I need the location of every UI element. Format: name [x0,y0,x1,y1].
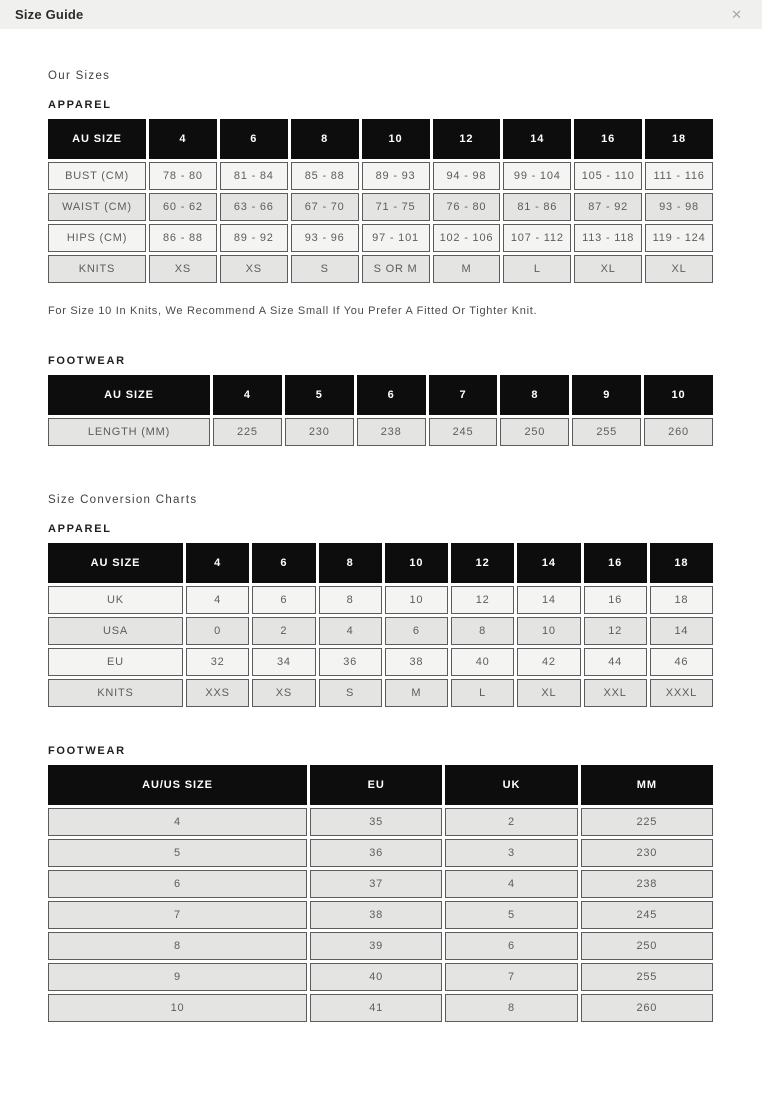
table-cell: 4 [319,617,382,645]
table-header-cell: 6 [357,375,426,415]
table-cell: 93 - 96 [291,224,359,252]
table-cell: HIPS (CM) [48,224,146,252]
table-cell: 105 - 110 [574,162,642,190]
table-cell: S [319,679,382,707]
table-cell: 18 [650,586,713,614]
table-cell: 12 [584,617,647,645]
table-cell: LENGTH (MM) [48,418,210,446]
footwear-sizes-label: FOOTWEAR [48,355,126,367]
table-cell: 10 [517,617,580,645]
table-cell: 60 - 62 [149,193,217,221]
table-cell: 81 - 84 [220,162,288,190]
table-header-cell: 5 [285,375,354,415]
table-cell: 4 [186,586,249,614]
table-cell: 4 [445,870,577,898]
table-cell: 6 [252,586,315,614]
table-cell: 36 [319,648,382,676]
table-cell: S [291,255,359,283]
table-cell: S OR M [362,255,430,283]
table-cell: 0 [186,617,249,645]
table-cell: 99 - 104 [503,162,571,190]
table-cell: 34 [252,648,315,676]
table-cell: 78 - 80 [149,162,217,190]
table-header-cell: 16 [574,119,642,159]
table-cell: 3 [445,839,577,867]
table-cell: 42 [517,648,580,676]
size-guide-titlebar [0,0,762,29]
table-cell: 97 - 101 [362,224,430,252]
table-cell: KNITS [48,679,183,707]
table-cell: 255 [581,963,713,991]
table-header-cell: 12 [451,543,514,583]
table-cell: 38 [310,901,442,929]
table-cell: 119 - 124 [645,224,713,252]
conversion-charts-heading: Size Conversion Charts [48,494,198,506]
table-cell: L [503,255,571,283]
table-cell: 85 - 88 [291,162,359,190]
table-cell: 8 [451,617,514,645]
table-cell: 40 [310,963,442,991]
table-header-cell: 16 [584,543,647,583]
table-header-cell: 18 [650,543,713,583]
table-cell: 16 [584,586,647,614]
table-cell: 250 [581,932,713,960]
table-cell: XL [574,255,642,283]
footwear-conversion-table [48,765,713,1022]
table-cell: 8 [319,586,382,614]
table-cell: 230 [581,839,713,867]
close-icon[interactable]: ✕ [727,6,746,23]
table-cell: 260 [644,418,713,446]
table-cell: 8 [48,932,307,960]
table-cell: 36 [310,839,442,867]
table-cell: 250 [500,418,569,446]
table-header-cell: 6 [252,543,315,583]
table-cell: 37 [310,870,442,898]
table-cell: L [451,679,514,707]
table-cell: 94 - 98 [433,162,501,190]
table-header-cell: 10 [362,119,430,159]
our-sizes-heading: Our Sizes [48,70,111,82]
apparel-sizes-label: APPAREL [48,99,112,111]
table-cell: XS [220,255,288,283]
table-cell: 12 [451,586,514,614]
table-cell: 238 [581,870,713,898]
table-cell: XL [645,255,713,283]
apparel-conversion-label: APPAREL [48,523,112,535]
table-cell: 7 [445,963,577,991]
table-cell: M [433,255,501,283]
table-cell: 67 - 70 [291,193,359,221]
table-cell: 39 [310,932,442,960]
table-header-cell: 10 [385,543,448,583]
table-cell: 5 [48,839,307,867]
table-header-cell: 7 [429,375,498,415]
table-cell: 225 [581,808,713,836]
table-cell: 107 - 112 [503,224,571,252]
table-cell: 230 [285,418,354,446]
table-cell: 63 - 66 [220,193,288,221]
page-title: Size Guide [15,7,84,22]
table-header-cell: 10 [644,375,713,415]
table-header-cell: AU SIZE [48,543,183,583]
table-cell: 2 [445,808,577,836]
table-cell: 44 [584,648,647,676]
apparel-conversion-table [48,543,713,707]
table-header-cell: 8 [319,543,382,583]
table-cell: 86 - 88 [149,224,217,252]
table-cell: 6 [385,617,448,645]
table-cell: 260 [581,994,713,1022]
table-header-cell: 8 [500,375,569,415]
table-cell: M [385,679,448,707]
table-cell: XXL [584,679,647,707]
table-header-cell: EU [310,765,442,805]
table-header-cell: AU SIZE [48,375,210,415]
table-cell: 81 - 86 [503,193,571,221]
table-cell: XXXL [650,679,713,707]
table-cell: 10 [48,994,307,1022]
table-cell: 41 [310,994,442,1022]
table-cell: 6 [445,932,577,960]
table-cell: 89 - 92 [220,224,288,252]
footwear-conversion-label: FOOTWEAR [48,745,126,757]
table-cell: WAIST (CM) [48,193,146,221]
table-header-cell: 18 [645,119,713,159]
table-cell: 6 [48,870,307,898]
table-cell: XXS [186,679,249,707]
apparel-sizes-table [48,119,713,283]
table-cell: 46 [650,648,713,676]
table-cell: XS [252,679,315,707]
table-cell: 8 [445,994,577,1022]
table-cell: 71 - 75 [362,193,430,221]
table-header-cell: 4 [149,119,217,159]
table-header-cell: 14 [517,543,580,583]
table-cell: 89 - 93 [362,162,430,190]
size-guide-content [0,70,762,1022]
table-cell: 32 [186,648,249,676]
table-cell: 225 [213,418,282,446]
table-cell: 111 - 116 [645,162,713,190]
table-cell: 14 [650,617,713,645]
table-cell: 38 [385,648,448,676]
table-cell: UK [48,586,183,614]
table-cell: KNITS [48,255,146,283]
table-cell: 102 - 106 [433,224,501,252]
table-cell: 10 [385,586,448,614]
table-cell: 9 [48,963,307,991]
table-header-cell: 8 [291,119,359,159]
table-cell: BUST (CM) [48,162,146,190]
table-cell: 7 [48,901,307,929]
table-header-cell: 9 [572,375,641,415]
table-cell: 93 - 98 [645,193,713,221]
table-cell: 4 [48,808,307,836]
table-cell: 238 [357,418,426,446]
table-header-cell: MM [581,765,713,805]
table-header-cell: 14 [503,119,571,159]
table-cell: EU [48,648,183,676]
table-cell: 5 [445,901,577,929]
table-cell: 87 - 92 [574,193,642,221]
table-header-cell: UK [445,765,577,805]
footwear-sizes-table [48,375,713,446]
table-cell: USA [48,617,183,645]
knits-note: For Size 10 In Knits, We Recommend A Size Small If You Prefer A Fitted Or Tighter Knit. [48,305,538,317]
table-cell: 255 [572,418,641,446]
table-header-cell: 6 [220,119,288,159]
table-header-cell: AU/US SIZE [48,765,307,805]
table-header-cell: AU SIZE [48,119,146,159]
table-cell: 2 [252,617,315,645]
table-cell: 76 - 80 [433,193,501,221]
table-cell: 14 [517,586,580,614]
table-header-cell: 12 [433,119,501,159]
table-cell: XL [517,679,580,707]
table-cell: XS [149,255,217,283]
table-cell: 245 [429,418,498,446]
table-cell: 35 [310,808,442,836]
table-header-cell: 4 [213,375,282,415]
table-cell: 113 - 118 [574,224,642,252]
table-header-cell: 4 [186,543,249,583]
table-cell: 40 [451,648,514,676]
table-cell: 245 [581,901,713,929]
